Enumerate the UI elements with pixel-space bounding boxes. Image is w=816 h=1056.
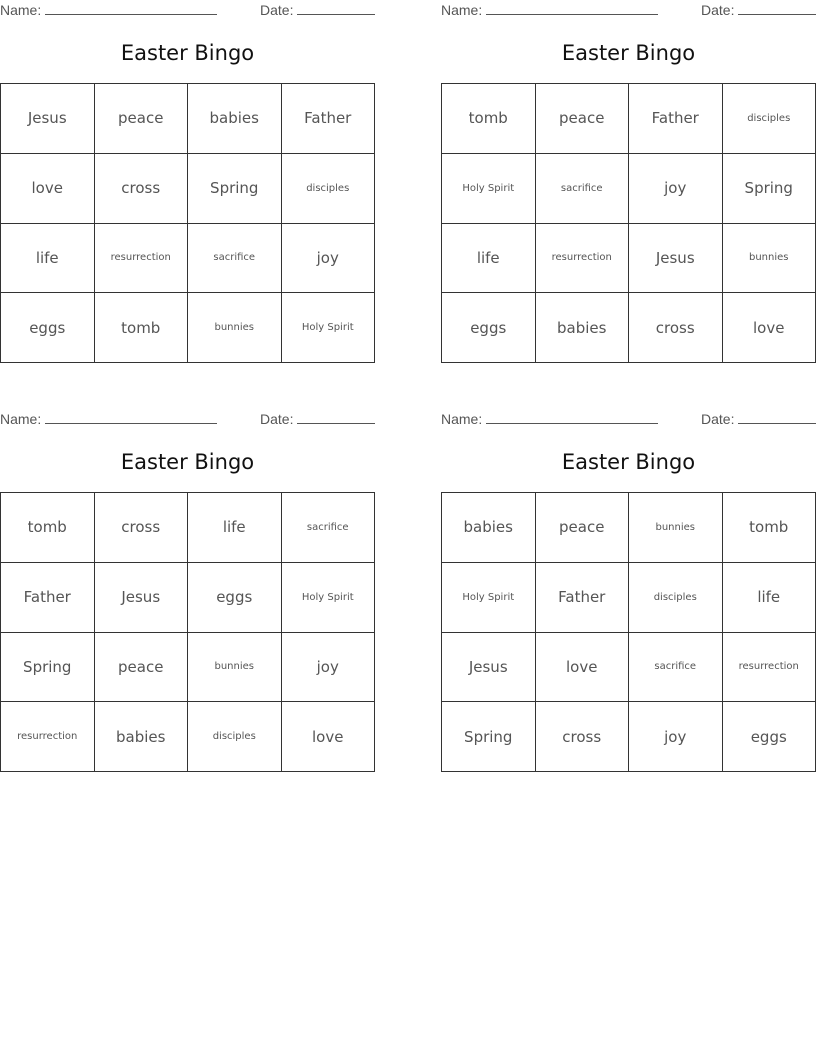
bingo-cell[interactable]: tomb — [723, 493, 816, 563]
date-blank-line[interactable] — [297, 411, 375, 424]
bingo-cell[interactable]: tomb — [442, 84, 536, 154]
bingo-cell[interactable]: peace — [95, 84, 189, 154]
date-field[interactable] — [701, 2, 816, 18]
bingo-cell[interactable]: disciples — [282, 154, 376, 224]
bingo-cell[interactable]: peace — [536, 84, 630, 154]
bingo-cell[interactable]: Holy Spirit — [282, 563, 376, 633]
name-blank-line[interactable] — [486, 2, 658, 15]
card-title: Easter Bingo — [120, 450, 255, 474]
bingo-cell[interactable]: disciples — [629, 563, 723, 633]
date-field[interactable] — [701, 411, 816, 427]
bingo-cell[interactable]: resurrection — [95, 224, 189, 294]
bingo-cell[interactable]: babies — [442, 493, 536, 563]
bingo-cell[interactable]: Jesus — [629, 224, 723, 294]
bingo-cell[interactable]: Father — [1, 563, 95, 633]
bingo-cell[interactable]: tomb — [95, 293, 189, 363]
bingo-cell[interactable]: peace — [536, 493, 630, 563]
name-label: Name: — [0, 2, 42, 18]
date-label: Date: — [260, 2, 294, 18]
bingo-cell[interactable]: tomb — [1, 493, 95, 563]
bingo-cell[interactable]: Father — [282, 84, 376, 154]
bingo-cell[interactable]: joy — [629, 702, 723, 772]
date-blank-line[interactable] — [297, 2, 375, 15]
name-label: Name: — [0, 411, 42, 427]
bingo-cell[interactable]: Holy Spirit — [282, 293, 376, 363]
name-date-header — [0, 2, 375, 20]
name-date-header — [0, 411, 375, 429]
bingo-cell[interactable]: bunnies — [629, 493, 723, 563]
bingo-cell[interactable]: eggs — [1, 293, 95, 363]
bingo-cell[interactable]: resurrection — [1, 702, 95, 772]
name-blank-line[interactable] — [45, 411, 217, 424]
name-field[interactable] — [441, 2, 658, 18]
name-date-header — [441, 411, 816, 429]
date-label: Date: — [701, 411, 735, 427]
bingo-cell[interactable]: sacrifice — [282, 493, 376, 563]
date-field[interactable] — [260, 411, 375, 427]
bingo-cell[interactable]: Father — [629, 84, 723, 154]
name-label: Name: — [441, 2, 483, 18]
bingo-cell[interactable]: Jesus — [95, 563, 189, 633]
bingo-cell[interactable]: Spring — [442, 702, 536, 772]
bingo-cell[interactable]: life — [1, 224, 95, 294]
card-title: Easter Bingo — [120, 41, 255, 65]
date-field[interactable] — [260, 2, 375, 18]
bingo-cell[interactable]: resurrection — [723, 633, 816, 703]
name-blank-line[interactable] — [45, 2, 217, 15]
bingo-cell[interactable]: peace — [95, 633, 189, 703]
name-field[interactable] — [0, 2, 217, 18]
bingo-cell[interactable]: disciples — [188, 702, 282, 772]
bingo-cell[interactable]: life — [188, 493, 282, 563]
bingo-cell[interactable]: love — [1, 154, 95, 224]
bingo-cell[interactable]: sacrifice — [629, 633, 723, 703]
bingo-cell[interactable]: joy — [282, 633, 376, 703]
bingo-cell[interactable]: eggs — [188, 563, 282, 633]
bingo-cell[interactable]: joy — [629, 154, 723, 224]
bingo-cell[interactable]: babies — [188, 84, 282, 154]
bingo-cell[interactable]: Holy Spirit — [442, 563, 536, 633]
bingo-cell[interactable]: eggs — [442, 293, 536, 363]
name-field[interactable] — [0, 411, 217, 427]
bingo-cell[interactable]: cross — [95, 493, 189, 563]
date-blank-line[interactable] — [738, 411, 816, 424]
bingo-cell[interactable]: cross — [536, 702, 630, 772]
bingo-cell[interactable]: love — [282, 702, 376, 772]
bingo-cell[interactable]: babies — [536, 293, 630, 363]
bingo-cell[interactable]: life — [442, 224, 536, 294]
bingo-cell[interactable]: Spring — [723, 154, 816, 224]
bingo-cell[interactable]: joy — [282, 224, 376, 294]
bingo-cell[interactable]: bunnies — [188, 293, 282, 363]
bingo-grid — [0, 83, 375, 363]
bingo-cell[interactable]: Jesus — [442, 633, 536, 703]
bingo-cell[interactable]: disciples — [723, 84, 816, 154]
bingo-cell[interactable]: bunnies — [188, 633, 282, 703]
bingo-cell[interactable]: babies — [95, 702, 189, 772]
bingo-cell[interactable]: sacrifice — [536, 154, 630, 224]
bingo-grid — [441, 83, 816, 363]
bingo-cell[interactable]: life — [723, 563, 816, 633]
bingo-cell[interactable]: Holy Spirit — [442, 154, 536, 224]
bingo-cell[interactable]: resurrection — [536, 224, 630, 294]
card-title: Easter Bingo — [561, 41, 696, 65]
bingo-cell[interactable]: eggs — [723, 702, 816, 772]
bingo-cell[interactable]: love — [723, 293, 816, 363]
date-label: Date: — [701, 2, 735, 18]
bingo-grid — [0, 492, 375, 772]
name-field[interactable] — [441, 411, 658, 427]
card-title: Easter Bingo — [561, 450, 696, 474]
name-blank-line[interactable] — [486, 411, 658, 424]
bingo-cell[interactable]: Father — [536, 563, 630, 633]
bingo-grid — [441, 492, 816, 772]
bingo-cell[interactable]: Spring — [1, 633, 95, 703]
date-label: Date: — [260, 411, 294, 427]
bingo-cell[interactable]: love — [536, 633, 630, 703]
bingo-cell[interactable]: cross — [629, 293, 723, 363]
date-blank-line[interactable] — [738, 2, 816, 15]
bingo-cell[interactable]: bunnies — [723, 224, 816, 294]
bingo-cell[interactable]: cross — [95, 154, 189, 224]
name-label: Name: — [441, 411, 483, 427]
bingo-cell[interactable]: Jesus — [1, 84, 95, 154]
bingo-cell[interactable]: sacrifice — [188, 224, 282, 294]
name-date-header — [441, 2, 816, 20]
bingo-cell[interactable]: Spring — [188, 154, 282, 224]
